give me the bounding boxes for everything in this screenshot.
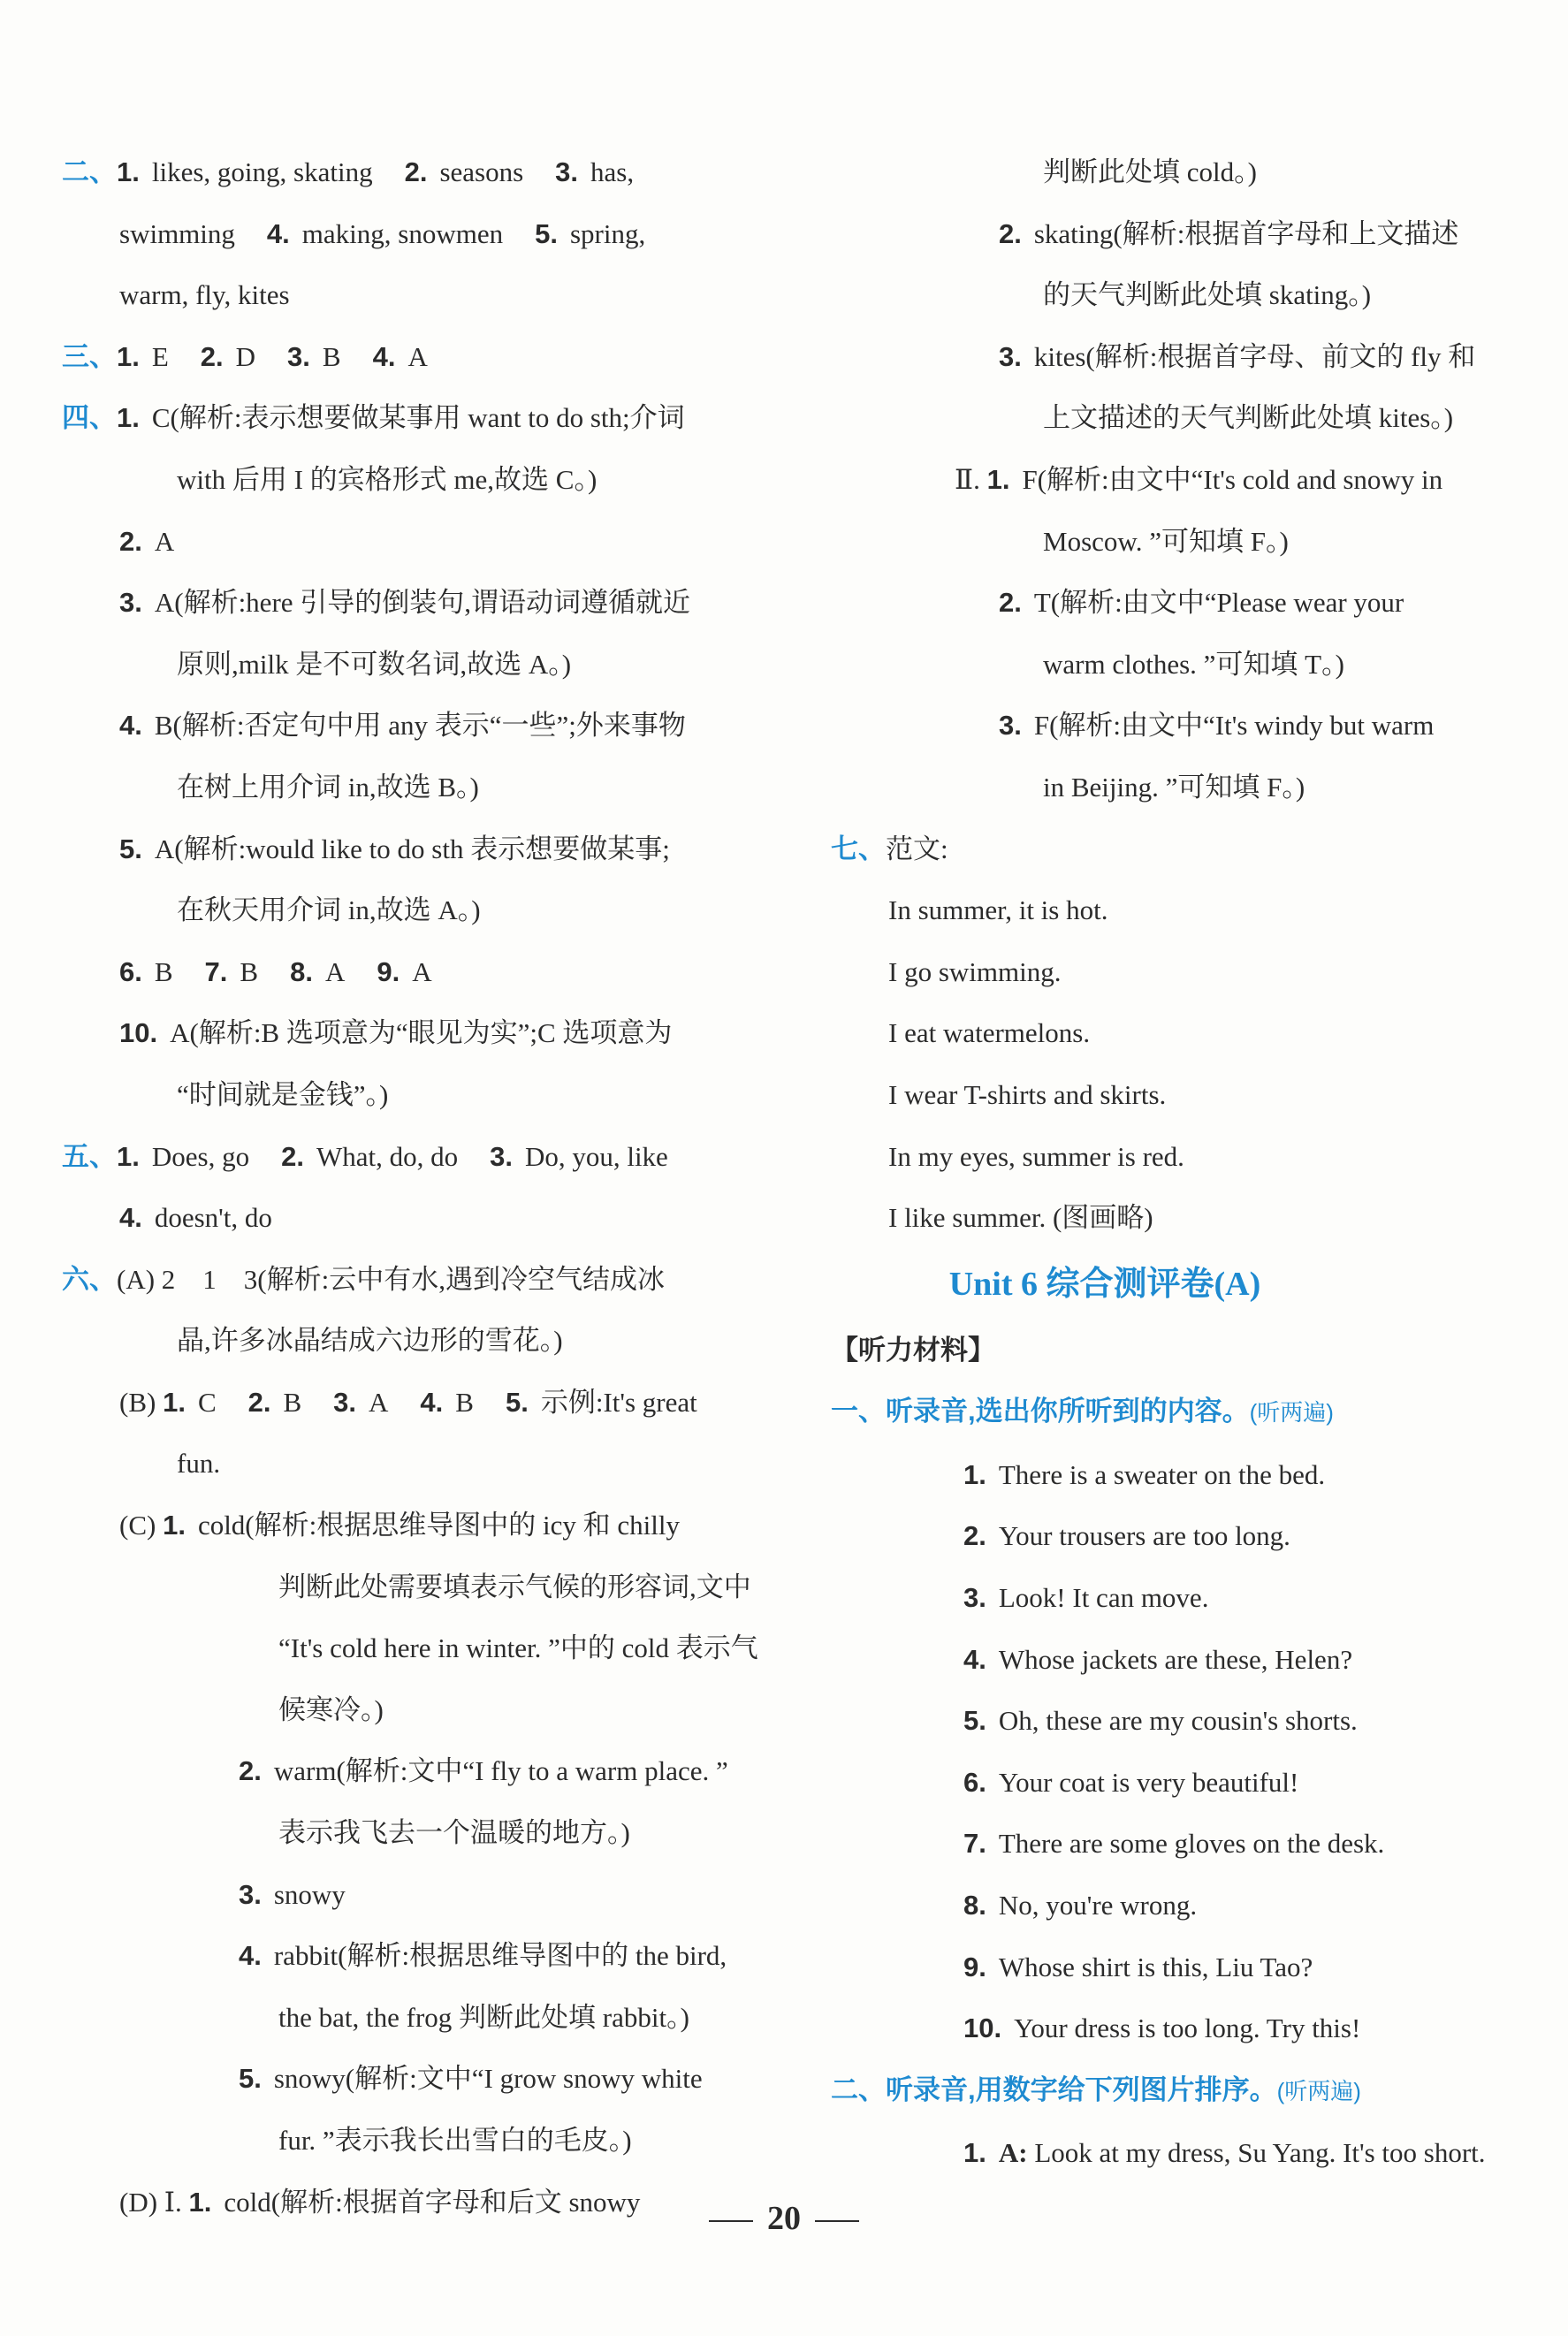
section-6-A-line-2: 晶,许多冰晶结成六边形的雪花。) — [177, 1325, 563, 1357]
section-6-B-line-1: (B) 1. C 2. B 3. A 4. B 5. 示例:It's great — [119, 1386, 697, 1418]
section-6-DII1-line-2: Moscow. ”可知填 F。) — [1043, 525, 1289, 557]
dash-left — [709, 2220, 753, 2222]
listening-part-2-heading: 二、听录音,用数字给下列图片排序。(听两遍) — [831, 2073, 1361, 2105]
section-2-line-1: 二、1. likes, going, skating 2. seasons 3. has, — [62, 156, 635, 187]
section-4-q10-line-1: 10. A(解析:B 选项意为“眼见为实”;C 选项意为 — [119, 1017, 673, 1049]
listening-item: 3. Look! It can move. — [963, 1582, 1209, 1614]
section-4-q1-line-1: 四、1. C(解析:表示想要做某事用 want to do sth;介词 — [62, 402, 685, 434]
essay-line: I go swimming. — [888, 955, 1062, 987]
section-6-C2-line-1: 2. warm(解析:文中“I fly to a warm place. ” — [239, 1755, 728, 1787]
section-7-heading: 七、范文: — [831, 833, 948, 864]
listening-item: 2. Your trousers are too long. — [963, 1520, 1290, 1552]
section-3-label: 三、 — [62, 340, 117, 372]
section-6-DII3-line-1: 3. F(解析:由文中“It's windy but warm — [999, 710, 1435, 742]
essay-line: I like summer. (图画略) — [888, 1202, 1153, 1234]
section-6-A-line-1: 六、(A) 2 1 3(解析:云中有水,遇到冷空气结成冰 — [62, 1263, 665, 1295]
section-6-D1-line-2: 判断此处填 cold。) — [1043, 156, 1257, 187]
listening-item: 1. There is a sweater on the bed. — [963, 1458, 1326, 1490]
section-4-q5-line-1: 5. A(解析:would like to do sth 表示想要做某事; — [119, 833, 670, 864]
listening-part-2-item-1: 1. A: Look at my dress, Su Yang. It's too short. — [963, 2137, 1486, 2169]
section-6-C1-line-4: 候寒冷。) — [278, 1693, 384, 1725]
section-5-line-1: 五、1. Does, go 2. What, do, do 3. Do, you, like — [62, 1140, 668, 1172]
listening-item: 9. Whose shirt is this, Liu Tao? — [963, 1951, 1313, 1982]
listening-item: 8. No, you're wrong. — [963, 1890, 1198, 1921]
section-6-D3-line-1: 3. kites(解析:根据首字母、前文的 fly 和 — [999, 340, 1476, 372]
section-6-C5-line-1: 5. snowy(解析:文中“I grow snowy white — [239, 2063, 703, 2095]
section-6-C4-line-1: 4. rabbit(解析:根据思维导图中的 the bird, — [239, 1940, 727, 1972]
section-6-D1-line-1: (D) Ⅰ. 1. cold(解析:根据首字母和后文 snowy — [119, 2186, 641, 2218]
listening-item: 10. Your dress is too long. Try this! — [963, 2013, 1361, 2044]
section-4-q2: 2. A — [119, 525, 175, 557]
section-2-line-3: warm, fly, kites — [119, 279, 290, 311]
section-6-C3: 3. snowy — [239, 1878, 346, 1910]
section-3-line: 三、1. E 2. D 3. B 4. A — [62, 340, 428, 372]
section-6-DII1-line-1: Ⅱ. 1. F(解析:由文中“It's cold and snowy in — [955, 463, 1443, 495]
section-6-C2-line-2: 表示我飞去一个温暖的地方。) — [278, 1817, 630, 1849]
section-4-q5-line-2: 在秋天用介词 in,故选 A。) — [177, 894, 481, 926]
section-6-C1-line-1: (C) 1. cold(解析:根据思维导图中的 icy 和 chilly — [119, 1510, 680, 1541]
section-6-D2-line-2: 的天气判断此处填 skating。) — [1043, 279, 1372, 311]
dash-right — [815, 2220, 859, 2222]
listening-item: 4. Whose jackets are these, Helen? — [963, 1643, 1353, 1675]
essay-line: I eat watermelons. — [888, 1017, 1091, 1049]
section-4-q6-q9: 6. B 7. B 8. A 9. A — [119, 955, 432, 987]
essay-line: I wear T-shirts and skirts. — [888, 1078, 1167, 1110]
section-7-label: 七、 — [831, 833, 886, 864]
section-4-q3-line-1: 3. A(解析:here 引导的倒装句,谓语动词遵循就近 — [119, 587, 691, 619]
section-6-C1-line-2: 判断此处需要填表示气候的形容词,文中 — [278, 1571, 751, 1602]
essay-line: In my eyes, summer is red. — [888, 1140, 1184, 1172]
section-6-DII2-line-2: warm clothes. ”可知填 T。) — [1043, 648, 1344, 680]
listening-materials-heading: 【听力材料】 — [831, 1334, 995, 1366]
section-6-C4-line-2: the bat, the frog 判断此处填 rabbit。) — [278, 2001, 689, 2033]
section-6-DII2-line-1: 2. T(解析:由文中“Please wear your — [999, 587, 1404, 619]
section-5-line-2: 4. doesn't, do — [119, 1202, 272, 1234]
section-6-label: 六、 — [62, 1263, 117, 1295]
section-6-C1-line-3: “It's cold here in winter. ”中的 cold 表示气 — [278, 1632, 758, 1664]
unit-title: Unit 6 综合测评卷(A) — [948, 1265, 1261, 1303]
section-5-label: 五、 — [62, 1140, 117, 1172]
listening-item: 5. Oh, these are my cousin's shorts. — [963, 1705, 1358, 1737]
section-4-q3-line-2: 原则,milk 是不可数名词,故选 A。) — [177, 648, 572, 680]
section-4-q4-line-1: 4. B(解析:否定句中用 any 表示“一些”;外来事物 — [119, 710, 686, 742]
right-column — [831, 141, 1538, 2184]
essay-line: In summer, it is hot. — [888, 894, 1108, 926]
listening-item: 7. There are some gloves on the desk. — [963, 1828, 1385, 1860]
section-2-line-2: swimming 4. making, snowmen 5. spring, — [119, 217, 646, 249]
section-6-B-line-2: fun. — [177, 1448, 221, 1480]
section-4-q10-line-2: “时间就是金钱”。) — [177, 1078, 389, 1110]
listening-item: 6. Your coat is very beautiful! — [963, 1766, 1299, 1798]
listening-part-1-heading: 一、听录音,选出你所听到的内容。(听两遍) — [831, 1396, 1334, 1427]
section-4-label: 四、 — [62, 402, 117, 434]
section-4-q4-line-2: 在树上用介词 in,故选 B。) — [177, 771, 479, 803]
section-4-q1-line-2: with 后用 I 的宾格形式 me,故选 C。) — [177, 463, 598, 495]
left-column — [62, 141, 769, 2233]
section-6-D2-line-1: 2. skating(解析:根据首字母和上文描述 — [999, 217, 1459, 249]
section-6-DII3-line-2: in Beijing. ”可知填 F。) — [1043, 771, 1305, 803]
section-2-label: 二、 — [62, 156, 117, 187]
section-6-D3-line-2: 上文描述的天气判断此处填 kites。) — [1043, 402, 1454, 434]
page-number: 20 — [0, 2199, 1568, 2238]
section-6-C5-line-2: fur. ”表示我长出雪白的毛皮。) — [278, 2125, 632, 2156]
